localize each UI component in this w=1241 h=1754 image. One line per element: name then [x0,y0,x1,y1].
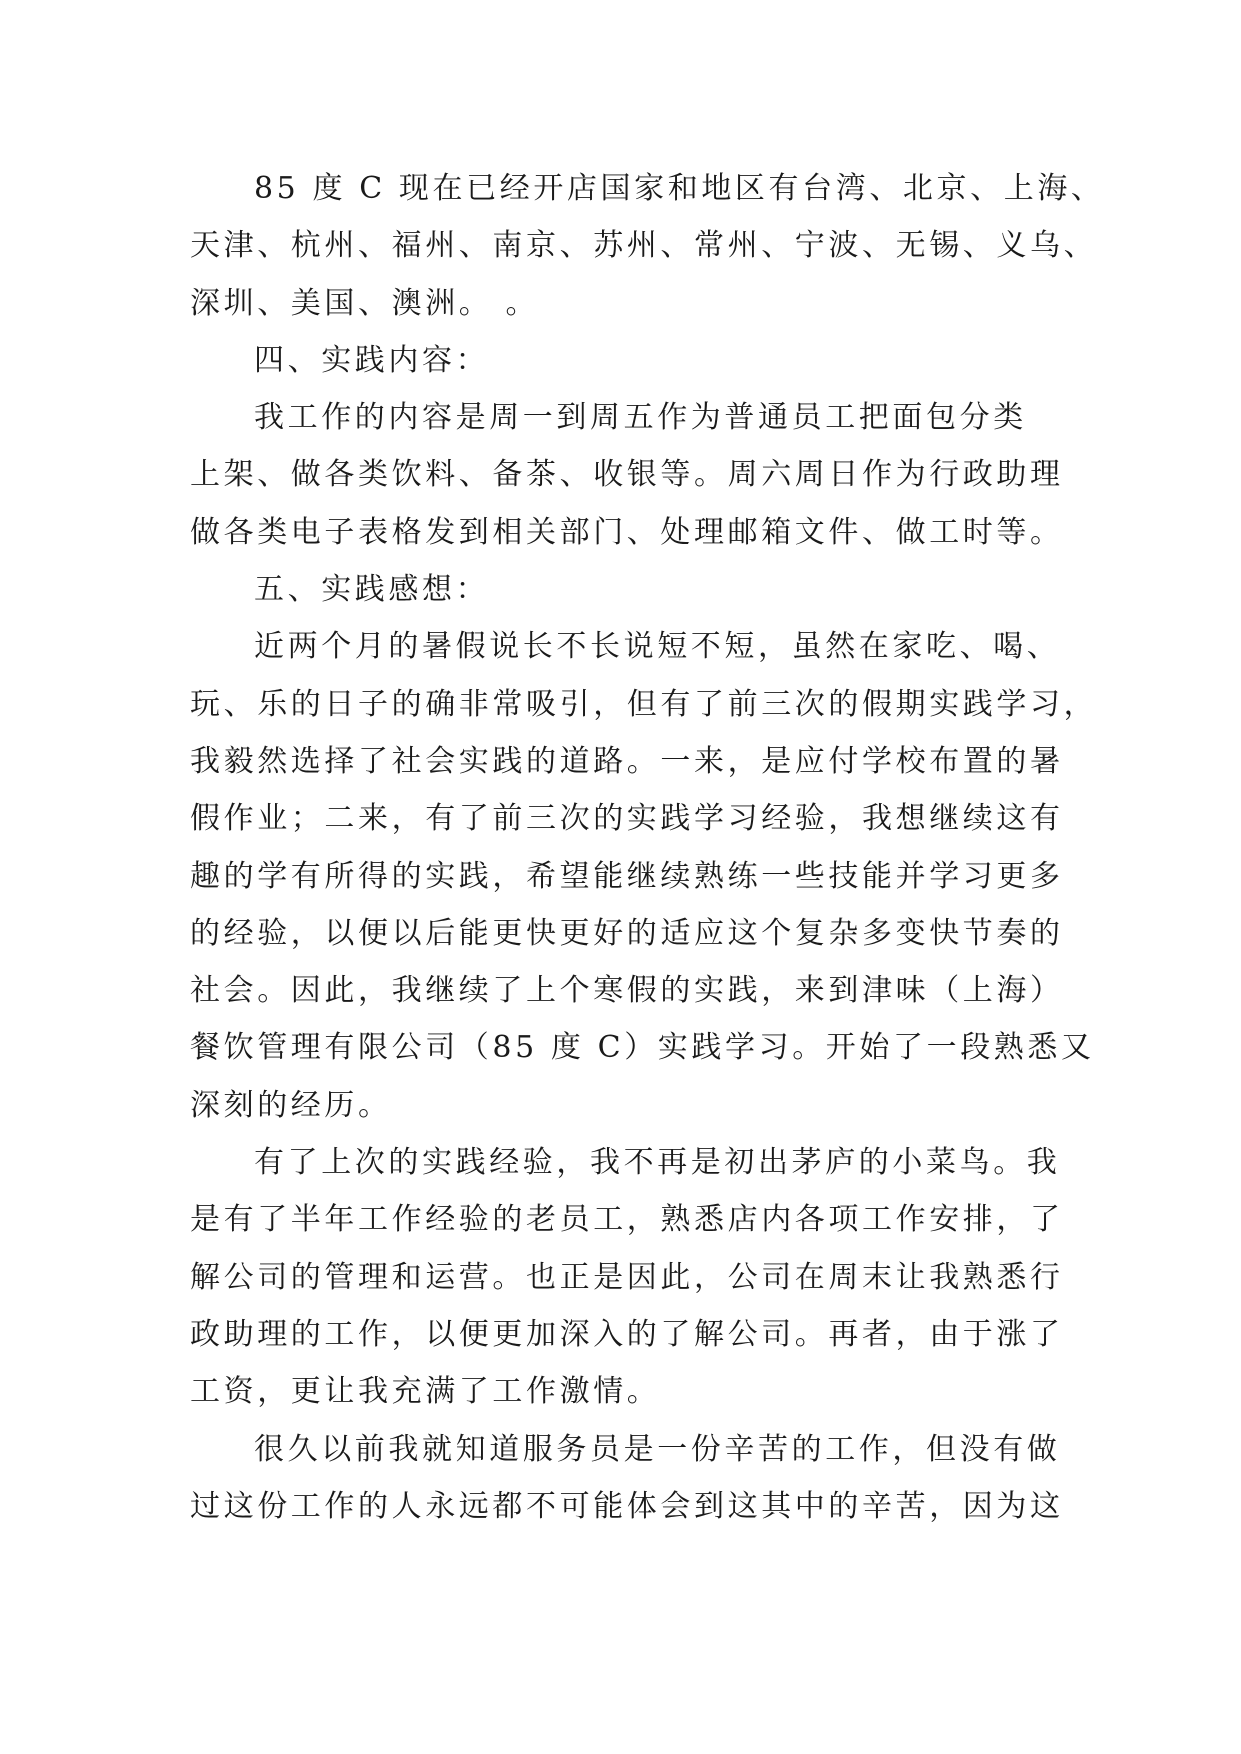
text-line: 解公司的管理和运营。也正是因此，公司在周末让我熟悉行 [190,1259,1064,1295]
text-line: 工资，更让我充满了工作激情。 [190,1374,661,1410]
text-line: 社会。因此，我继续了上个寒假的实践，来到津味（上海） [190,973,1064,1009]
text-line: 85 度 C 现在已经开店国家和地区有台湾、北京、上海、 [254,171,1105,206]
text-line: 我毅然选择了社会实践的道路。一来，是应付学校布置的暑 [190,743,1064,779]
text-line: 上架、做各类饮料、备茶、收银等。周六周日作为行政助理 [190,457,1064,493]
text-line: 天津、杭州、福州、南京、苏州、常州、宁波、无锡、义乌、 [190,228,1098,264]
text-line: 五、实践感想： [254,572,490,608]
text-line: 深圳、美国、澳洲。 。 [190,285,540,321]
text-line: 深刻的经历。 [190,1087,392,1123]
text-line: 的经验，以便以后能更快更好的适应这个复杂多变快节奏的 [190,915,1064,951]
text-line: 做各类电子表格发到相关部门、处理邮箱文件、做工时等。 [190,514,1064,550]
text-line: 我工作的内容是周一到周五作为普通员工把面包分类 [254,400,1027,436]
text-line: 政助理的工作，以便更加深入的了解公司。再者，由于涨了 [190,1316,1064,1352]
text-line: 过这份工作的人永远都不可能体会到这其中的辛苦，因为这 [190,1488,1064,1524]
document-body [190,160,1105,1535]
text-line: 有了上次的实践经验，我不再是初出茅庐的小菜鸟。我 [254,1145,1061,1181]
text-line: 趣的学有所得的实践，希望能继续熟练一些技能并学习更多 [190,858,1064,894]
text-line: 餐饮管理有限公司（85 度 C）实践学习。开始了一段熟悉又 [190,1030,1095,1066]
text-line: 很久以前我就知道服务员是一份辛苦的工作，但没有做 [254,1431,1061,1467]
text-line: 是有了半年工作经验的老员工，熟悉店内各项工作安排，了 [190,1202,1064,1238]
text-line: 玩、乐的日子的确非常吸引，但有了前三次的假期实践学习， [190,686,1098,722]
text-line: 假作业；二来，有了前三次的实践学习经验，我想继续这有 [190,801,1064,837]
text-line: 四、实践内容： [254,342,490,378]
text-line: 近两个月的暑假说长不长说短不短，虽然在家吃、喝、 [254,629,1061,665]
